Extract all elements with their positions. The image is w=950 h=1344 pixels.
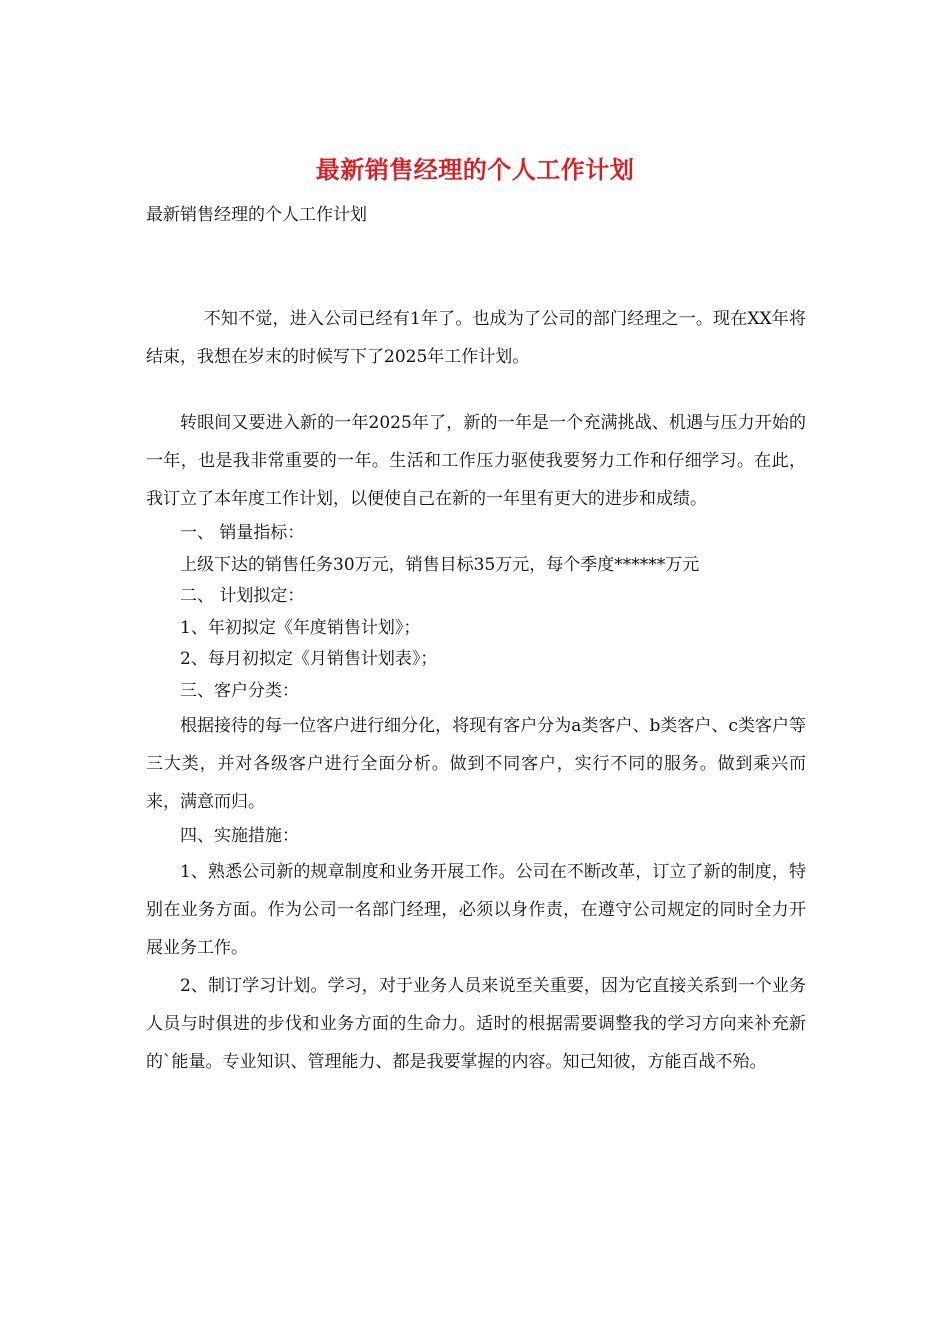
heading-customer-classification: 三、客户分类：: [180, 680, 299, 701]
heading-measures: 四、实施措施：: [180, 826, 299, 846]
paragraph-gap: [146, 376, 806, 404]
list-item-annual-plan: 1、年初拟定《年度销售计划》；: [180, 617, 421, 638]
list-item-monthly-plan: 2、每月初拟定《月销售计划表》；: [180, 649, 438, 669]
heading-sales-target: 一、 销量指标：: [180, 523, 305, 543]
list-item-rules: 1、熟悉公司新的规章制度和业务开展工作。公司在不断改革，订立了新的制度，特别在业务方面。作为公司一名部门经理，必须以身作责，在遵守公司规定的同时全力开展业务工作。: [146, 861, 806, 958]
list-item-study-plan: 2、制订学习计划。学习，对于业务人员来说至关重要，因为它直接关系到一个业务人员与时俱进的步伐和业务方面的生命力。适时的根据需要调整我的学习方向来补充新的`能量。专业知识、管理能力、都是我要掌握的内容。知己知彼，方能百战不殆。: [146, 975, 806, 1072]
paragraph-sales-target: 上级下达的销售任务30万元，销售目标35万元，每个季度******万元: [180, 554, 700, 575]
paragraph-new-year: 转眼间又要进入新的一年2025年了，新的一年是一个充满挑战、机遇与压力开始的一年，也是我非常重要的一年。生活和工作压力驱使我要努力工作和仔细学习。在此，我订立了本年度工作计划，以便使自己在新的一年里有更大的进步和成绩。: [146, 413, 806, 509]
document-body: [146, 300, 806, 1081]
document-subtitle: 最新销售经理的个人工作计划: [146, 205, 367, 225]
paragraph-customer-classification: 根据接待的每一位客户进行细分化，将现有客户分为a类客户、b类客户、c类客户等三大类，并对各级客户进行全面分析。做到不同客户，实行不同的服务。做到乘兴而来，满意而归。: [146, 716, 806, 812]
paragraph-intro: 不知不觉，进入公司已经有1年了。也成为了公司的部门经理之一。现在XX年将结束，我想在岁末的时候写下了2025年工作计划。: [146, 309, 806, 367]
document-title: 最新销售经理的个人工作计划: [315, 155, 635, 184]
heading-plan: 二、 计划拟定：: [180, 586, 305, 606]
